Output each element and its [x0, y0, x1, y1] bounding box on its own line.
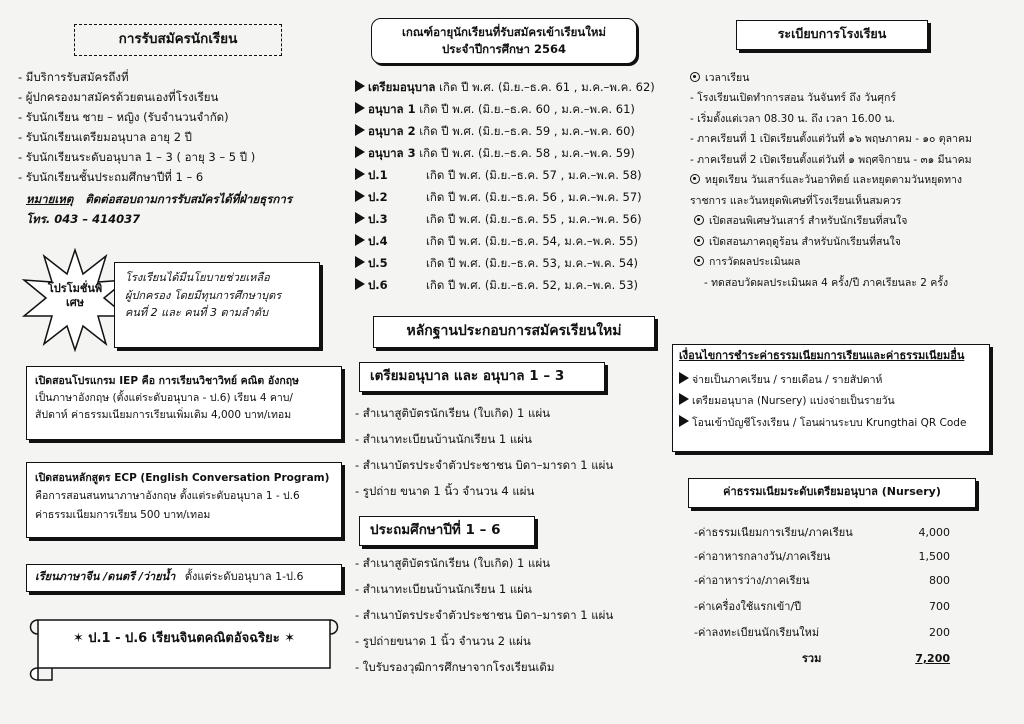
- iep-line: เป็นภาษาอังกฤษ (ตั้งแต่ระดับอนุบาล - ป.6) เรียน 4 คาบ/: [35, 391, 293, 404]
- level-name: อนุบาล 3: [368, 146, 416, 160]
- table-row: [355, 190, 665, 212]
- table-row: [355, 256, 665, 278]
- fee-label: -ค่าลงทะเบียนนักเรียนใหม่: [694, 626, 820, 639]
- total-value: 7,200: [915, 652, 950, 665]
- birth-range: เกิด ปี พ.ศ. (มิ.ย.–ธ.ค. 56 , ม.ค.–พ.ค. 57): [426, 190, 642, 204]
- iep-box: [26, 366, 342, 440]
- list-item: - รับนักเรียน ชาย – หญิง (รับจำนวนจำกัด): [18, 110, 229, 124]
- iep-line: เปิดสอนโปรแกรม IEP คือ การเรียนวิชาวิทย์ คณิต อังกฤษ: [35, 375, 299, 387]
- saturday-line: เปิดสอนพิเศษวันเสาร์ สำหรับนักเรียนที่สนใจ: [709, 215, 908, 228]
- table-row: [355, 80, 665, 102]
- note-label: หมายเหตุ: [26, 192, 74, 206]
- birth-range: เกิด ปี พ.ศ. (มิ.ย.–ธ.ค. 52, ม.ค.–พ.ค. 53): [426, 278, 639, 292]
- rule-line: - เริ่มตั้งแต่เวลา 08.30 น. ถึง เวลา 16.00 น.: [690, 112, 896, 125]
- target-bullet-icon: [690, 174, 700, 184]
- table-row: [355, 168, 665, 190]
- level-name: เตรียมอนุบาล: [368, 80, 436, 94]
- arrow-icon: [679, 372, 689, 384]
- fee-value: 800: [929, 574, 950, 587]
- fee-title: ค่าธรรมเนียมระดับเตรียมอนุบาล (Nursery): [688, 478, 976, 508]
- birth-range: เกิด ปี พ.ศ. (มิ.ย.–ธ.ค. 57 , ม.ค.–พ.ค. 58): [426, 168, 642, 182]
- level-name: ป.1: [368, 168, 388, 182]
- payment-title: เงื่อนไขการชำระค่าธรรมเนียมการเรียนและค่าธรรมเนียมอื่น: [679, 349, 965, 362]
- admission-title: การรับสมัครนักเรียน: [74, 24, 282, 56]
- list-item: - สำเนาบัตรประจำตัวประชาชน บิดา–มารดา 1 แผ่น: [355, 458, 614, 472]
- admission-list: [18, 70, 348, 190]
- level-name: ป.3: [368, 212, 388, 226]
- level-name: อนุบาล 2: [368, 124, 416, 138]
- fee-label: -ค่าอาหารกลางวัน/ภาคเรียน: [694, 550, 831, 563]
- primary-docs-list: [355, 556, 665, 686]
- extra-classes-box: [26, 564, 342, 592]
- academic-year: ประจำปีการศึกษา 2564: [441, 42, 567, 57]
- kinder-docs-title: เตรียมอนุบาล และ อนุบาล 1 – 3: [359, 362, 605, 392]
- holiday-line: ราชการ และวันหยุดพิเศษที่โรงเรียนเห็นสมควร: [690, 194, 902, 207]
- list-item: - รับนักเรียนระดับอนุบาล 1 – 3 ( อายุ 3 – 5 ปี ): [18, 150, 256, 164]
- fee-value: 200: [929, 626, 950, 639]
- level-name: อนุบาล 1: [368, 102, 416, 116]
- arrow-icon: [355, 102, 365, 114]
- age-table: [355, 80, 665, 300]
- time-label: เวลาเรียน: [705, 72, 750, 84]
- fee-value: 4,000: [918, 526, 950, 539]
- table-row: [355, 102, 665, 124]
- arrow-icon: [355, 212, 365, 224]
- age-criteria-title: เกณฑ์อายุนักเรียนที่รับสมัครเข้าเรียนใหม่: [401, 25, 606, 39]
- holiday-line: หยุดเรียน วันเสาร์และวันอาทิตย์ และหยุดตามวันหยุดทาง: [705, 174, 963, 187]
- list-item: - สำเนาทะเบียนบ้านนักเรียน 1 แผ่น: [355, 582, 532, 596]
- phone-number: โทร. 043 – 414037: [26, 212, 141, 226]
- fee-value: 1,500: [918, 550, 950, 563]
- note-line: [26, 192, 292, 207]
- eval-label: การวัดผลประเมินผล: [709, 256, 801, 269]
- arrow-icon: [355, 124, 365, 136]
- age-criteria-header: [371, 18, 637, 64]
- note-text: ติดต่อสอบถามการรับสมัครได้ที่ฝ่ายธุรการ: [85, 192, 292, 206]
- promo-box: [114, 262, 320, 348]
- list-item: - รับนักเรียนเตรียมอนุบาล อายุ 2 ปี: [18, 130, 192, 144]
- docs-title: หลักฐานประกอบการสมัครเรียนใหม่: [373, 316, 655, 348]
- fee-label: -ค่าอาหารว่าง/ภาคเรียน: [694, 574, 810, 587]
- list-item: - รับนักเรียนชั้นประถมศึกษาปีที่ 1 – 6: [18, 170, 204, 184]
- list-item: - สำเนาสูติบัตรนักเรียน (ใบเกิด) 1 แผ่น: [355, 406, 551, 420]
- fee-value: 700: [929, 600, 950, 613]
- level-name: ป.6: [368, 278, 388, 292]
- extra-classes-text: ตั้งแต่ระดับอนุบาล 1-ป.6: [184, 570, 304, 583]
- birth-range: เกิด ปี พ.ศ. (มิ.ย.–ธ.ค. 55 , ม.ค.–พ.ค. 56): [426, 212, 642, 226]
- rule-line: - ภาคเรียนที่ 2 เปิดเรียนตั้งแต่วันที่ ๑ พฤศจิกายน - ๓๑ มีนาคม: [690, 153, 972, 166]
- ecp-line: คือการสอนสนทนาภาษาอังกฤษ ตั้งแต่ระดับอนุบาล 1 - ป.6: [35, 490, 300, 503]
- table-row: [355, 234, 665, 256]
- rule-line: - โรงเรียนเปิดทำการสอน วันจันทร์ ถึง วันศุกร์: [690, 92, 896, 105]
- level-name: ป.2: [368, 190, 388, 204]
- birth-range: เกิด ปี พ.ศ. (มิ.ย.–ธ.ค. 58 , ม.ค.–พ.ค. 59): [419, 146, 635, 160]
- birth-range: เกิด ปี พ.ศ. (มิ.ย.–ธ.ค. 59 , ม.ค.–พ.ค. 60): [419, 124, 635, 138]
- column-age-criteria: [355, 0, 665, 724]
- table-row: [355, 124, 665, 146]
- banner-text: ✶ ป.1 - ป.6 เรียนจินตคณิตอัจฉริยะ ✶: [72, 631, 296, 646]
- list-item: - สำเนาบัตรประจำตัวประชาชน บิดา–มารดา 1 แผ่น: [355, 608, 614, 622]
- payment-box: [672, 344, 990, 452]
- level-name: ป.5: [368, 256, 388, 270]
- summer-line: เปิดสอนภาคฤดูร้อน สำหรับนักเรียนที่สนใจ: [709, 235, 901, 248]
- fee-label: -ค่าเครื่องใช้แรกเข้า/ปี: [694, 600, 802, 613]
- promo-line: โรงเรียนได้มีนโยบายช่วยเหลือ: [125, 271, 270, 284]
- list-item: จ่ายเป็นภาคเรียน / รายเดือน / รายสัปดาห์: [679, 372, 983, 388]
- primary-docs-title: ประถมศึกษาปีที่ 1 – 6: [359, 516, 535, 546]
- arrow-icon: [679, 393, 689, 405]
- fee-label: -ค่าธรรมเนียมการเรียน/ภาคเรียน: [694, 526, 853, 539]
- target-bullet-icon: [694, 236, 704, 246]
- extra-classes-label: เรียนภาษาจีน /ดนตรี /ว่ายน้ำ: [35, 570, 176, 583]
- target-bullet-icon: [690, 72, 700, 82]
- iep-line: สัปดาห์ ค่าธรรมเนียมการเรียนเพิ่มเติม 4,000 บาท/เทอม: [35, 408, 292, 421]
- table-row: [355, 278, 665, 300]
- list-item: โอนเข้าบัญชีโรงเรียน / โอนผ่านระบบ Krungthai QR Code: [679, 415, 983, 431]
- list-item: - มีบริการรับสมัครถึงที่: [18, 70, 129, 84]
- scroll-banner-icon: [24, 612, 342, 688]
- birth-range: เกิด ปี พ.ศ. (มิ.ย.–ธ.ค. 60 , ม.ค.–พ.ค. 61): [419, 102, 635, 116]
- kinder-docs-list: [355, 406, 665, 510]
- rules-title: ระเบียบการโรงเรียน: [736, 20, 928, 50]
- ecp-line: ค่าธรรมเนียมการเรียน 500 บาท/เทอม: [35, 508, 211, 521]
- arrow-icon: [679, 415, 689, 427]
- eval-line: - ทดสอบวัดผลประเมินผล 4 ครั้ง/ปี ภาคเรียนละ 2 ครั้ง: [704, 276, 949, 289]
- target-bullet-icon: [694, 256, 704, 266]
- table-row: [355, 212, 665, 234]
- rules-section: [690, 68, 1010, 293]
- fee-table: [672, 526, 1012, 676]
- target-bullet-icon: [694, 215, 704, 225]
- list-item: - สำเนาทะเบียนบ้านนักเรียน 1 แผ่น: [355, 432, 532, 446]
- promo-line: ผู้ปกครอง โดยมีทุนการศึกษาบุตร: [125, 288, 282, 302]
- birth-range: เกิด ปี พ.ศ. (มิ.ย.–ธ.ค. 54, ม.ค.–พ.ค. 55): [426, 234, 639, 248]
- list-item: เตรียมอนุบาล (Nursery) แบ่งจ่ายเป็นรายวัน: [679, 393, 983, 409]
- birth-range: เกิด ปี พ.ศ. (มิ.ย.–ธ.ค. 53, ม.ค.–พ.ค. 54): [426, 256, 639, 270]
- list-item: - รูปถ่าย ขนาด 1 นิ้ว จำนวน 4 แผ่น: [355, 484, 535, 498]
- list-item: - ผู้ปกครองมาสมัครด้วยตนเองที่โรงเรียน: [18, 90, 219, 104]
- arrow-icon: [355, 234, 365, 246]
- arrow-icon: [355, 278, 365, 290]
- level-name: ป.4: [368, 234, 388, 248]
- column-admission: [18, 0, 348, 724]
- arrow-icon: [355, 146, 365, 158]
- list-item: - ใบรับรองวุฒิการศึกษาจากโรงเรียนเดิม: [355, 660, 555, 674]
- list-item: - รูปถ่ายขนาด 1 นิ้ว จำนวน 2 แผ่น: [355, 634, 531, 648]
- column-school-rules: [672, 0, 1012, 724]
- total-label: รวม: [802, 652, 822, 665]
- rule-line: - ภาคเรียนที่ 1 เปิดเรียนตั้งแต่วันที่ ๑๖ พฤษภาคม - ๑๐ ตุลาคม: [690, 133, 972, 146]
- arrow-icon: [355, 80, 365, 92]
- list-item: - สำเนาสูติบัตรนักเรียน (ใบเกิด) 1 แผ่น: [355, 556, 551, 570]
- arrow-icon: [355, 256, 365, 268]
- birth-range: เกิด ปี พ.ศ. (มิ.ย.–ธ.ค. 61 , ม.ค.–พ.ค. 62): [439, 80, 655, 94]
- table-row: [355, 146, 665, 168]
- ecp-line: เปิดสอนหลักสูตร ECP (English Conversation Program): [35, 472, 330, 484]
- promo-line: คนที่ 2 และ คนที่ 3 ตามลำดับ: [125, 306, 269, 320]
- arrow-icon: [355, 190, 365, 202]
- promo-badge: โปรโมชั่นพิเศษ: [47, 282, 103, 309]
- arrow-icon: [355, 168, 365, 180]
- ecp-box: [26, 462, 342, 538]
